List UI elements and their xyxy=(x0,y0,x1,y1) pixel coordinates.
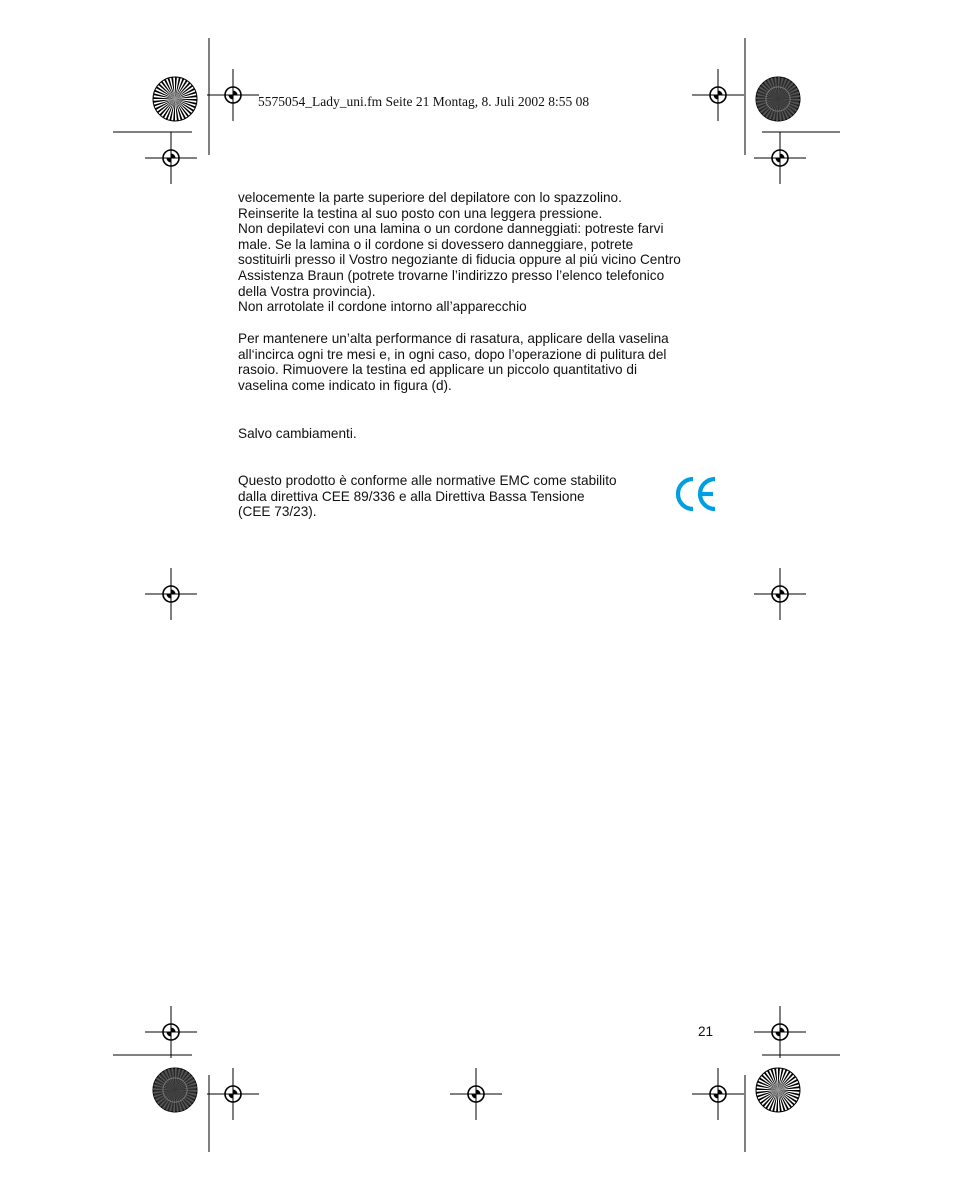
starburst-target-icon xyxy=(153,77,197,121)
registration-mark-icon xyxy=(692,1068,744,1120)
starburst-target-icon xyxy=(153,1068,197,1112)
text-line: (CEE 73/23). xyxy=(238,504,317,520)
registration-mark-icon xyxy=(754,132,806,184)
text-line: Reinserite la testina al suo posto con una leggera pressione. xyxy=(238,205,603,221)
registration-mark-icon xyxy=(754,568,806,620)
maintenance-paragraph xyxy=(238,331,728,393)
text-line: vaselina come indicato in figura (d). xyxy=(238,377,452,393)
text-line: velocemente la parte superiore del depilatore con lo spazzolino. xyxy=(238,190,622,205)
starburst-target-icon xyxy=(756,1068,800,1112)
page-number: 21 xyxy=(698,1024,714,1039)
registration-mark-icon xyxy=(450,1068,502,1120)
changes-note xyxy=(238,426,728,442)
starburst-target-icon xyxy=(756,77,800,121)
text-line: all‘incirca ogni tre mesi e, in ogni caso, dopo l’operazione di pulitura del xyxy=(238,346,667,362)
text-line: Assistenza Braun (potrete trovarne l’indirizzo presso l’elenco telefonico xyxy=(238,267,665,283)
text-line: Salvo cambiamenti. xyxy=(238,426,357,441)
text-line: dalla direttiva CEE 89/336 e alla Direttiva Bassa Tensione xyxy=(238,488,585,504)
text-line: della Vostra provincia). xyxy=(238,283,376,299)
registration-mark-icon xyxy=(207,1068,259,1120)
text-line: Non depilatevi con una lamina o un cordone danneggiati: potreste farvi xyxy=(238,221,664,237)
text-line: sostituirli presso il Vostro negoziante di fiducia oppure al piú vicino Centro xyxy=(238,252,681,268)
ce-mark-icon xyxy=(674,476,718,512)
text-line: Questo prodotto è conforme alle normative EMC come stabilito xyxy=(238,473,617,488)
registration-mark-icon xyxy=(145,568,197,620)
registration-mark-icon xyxy=(207,69,259,121)
cleaning-paragraph xyxy=(238,190,728,315)
text-line: rasoio. Rimuovere la testina ed applicare un piccolo quantitativo di xyxy=(238,362,637,378)
registration-mark-icon xyxy=(754,1006,806,1058)
registration-mark-icon xyxy=(692,69,744,121)
registration-mark-icon xyxy=(145,1006,197,1058)
ce-letter-c xyxy=(678,479,693,509)
text-line: Non arrotolate il cordone intorno all’apparecchio xyxy=(238,299,527,315)
registration-mark-icon xyxy=(145,132,197,184)
text-line: male. Se la lamina o il cordone si dovessero danneggiare, potrete xyxy=(238,236,634,252)
text-line: Per mantenere un’alta performance di rasatura, applicare della vaselina xyxy=(238,331,669,346)
conformity-paragraph xyxy=(238,473,728,520)
print-header: 5575054_Lady_uni.fm Seite 21 Montag, 8. Juli 2002 8:55 08 xyxy=(258,94,590,109)
